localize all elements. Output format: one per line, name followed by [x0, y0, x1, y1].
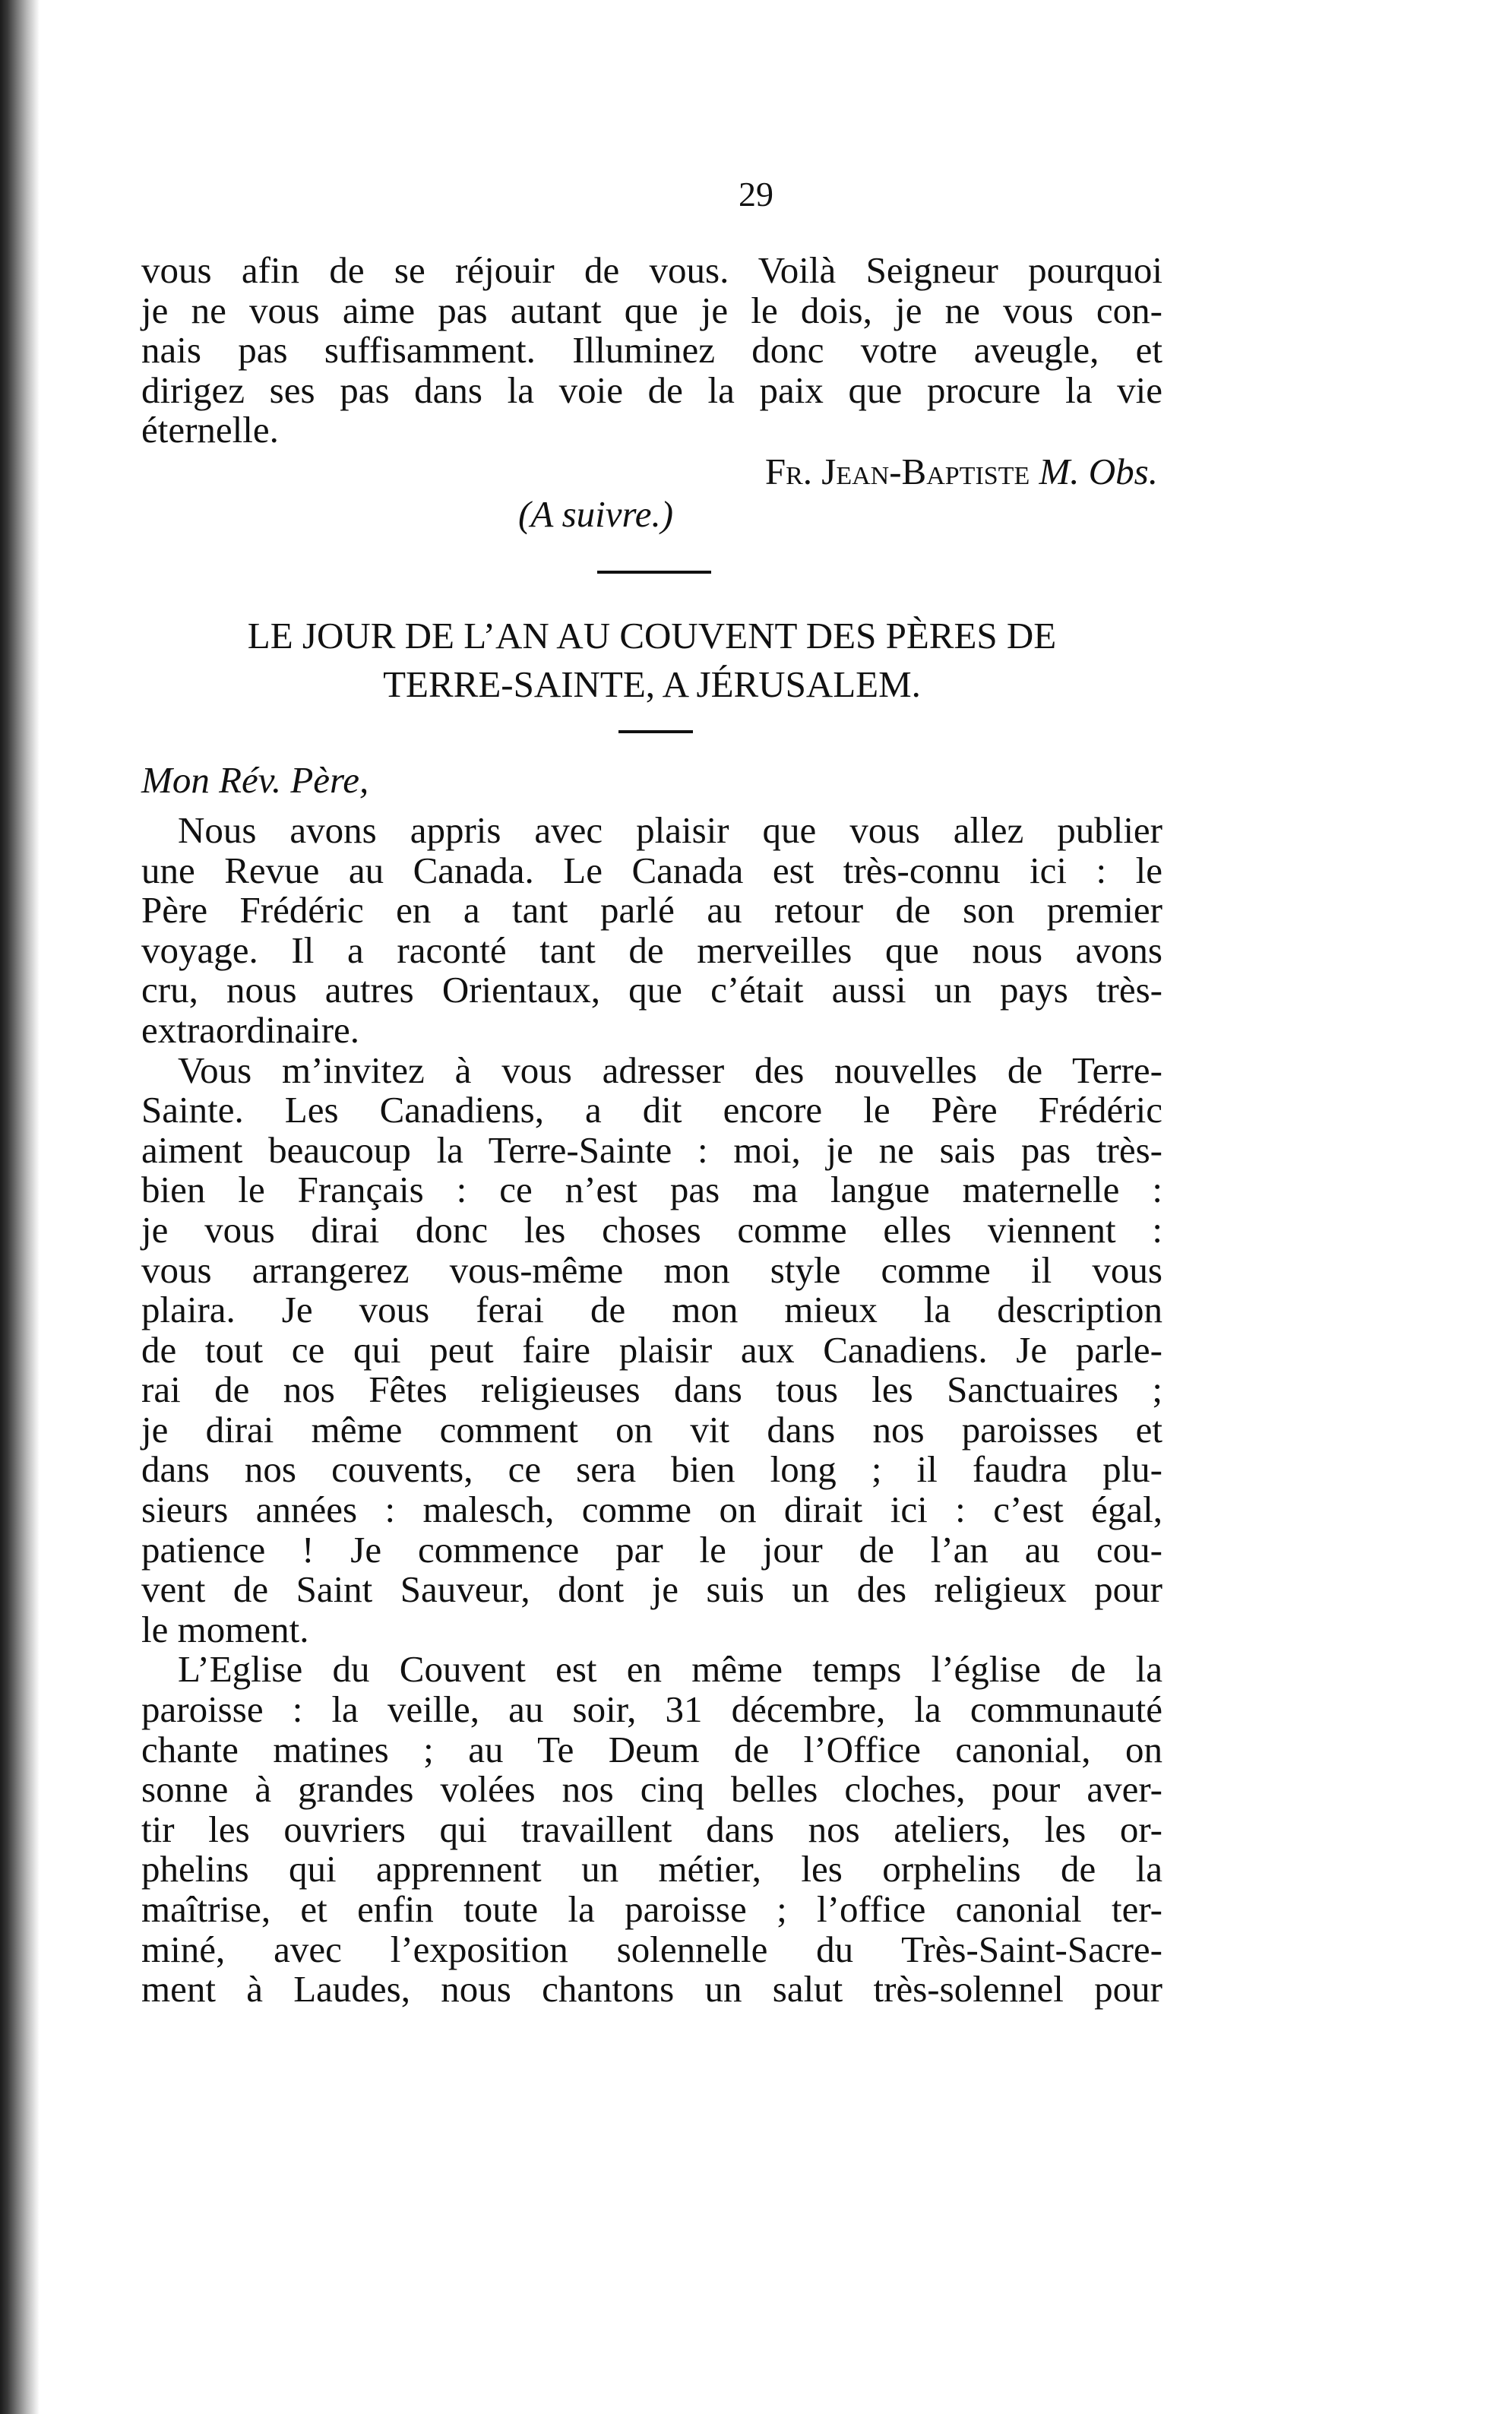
paragraph-line: dans nos couvents, ce sera bien long ; il faudra plu-: [141, 1448, 1162, 1491]
paragraph-line: je vous dirai donc les choses comme elles viennent :: [141, 1208, 1162, 1251]
continued-text-block: [141, 251, 1162, 451]
author-name: Fr. Jean-Baptiste: [764, 450, 1030, 492]
paragraph: [141, 1650, 1162, 2009]
continued-line: vous afin de se réjouir de vous. Voilà Seigneur pourquoi: [141, 249, 1162, 291]
paragraph-line: Père Frédéric en a tant parlé au retour de son premier: [141, 889, 1162, 932]
paragraph-line: paroisse : la veille, au soir, 31 décembre, la communauté: [141, 1688, 1162, 1731]
paragraph-line: je dirai même comment on vit dans nos paroisses et: [141, 1408, 1162, 1451]
section-divider-rule: [597, 571, 711, 574]
article-title: [141, 612, 1162, 709]
continued-line: nais pas suffisamment. Illuminez donc votre aveugle, et: [141, 329, 1162, 372]
paragraph-line: ment à Laudes, nous chantons un salut très-solennel pour: [141, 1968, 1162, 2011]
paragraph-line: Sainte. Les Canadiens, a dit encore le Père Frédéric: [141, 1089, 1162, 1131]
article-title-line: TERRE-SAINTE, A JÉRUSALEM.: [383, 663, 921, 705]
paragraph-line: vous arrangerez vous-même mon style comme il vous: [141, 1248, 1162, 1291]
title-divider-rule: [618, 730, 693, 733]
paragraph-line: de tout ce qui peut faire plaisir aux Canadiens. Je parle-: [141, 1328, 1162, 1371]
continued-line: dirigez ses pas dans la voie de la paix que procure la vie: [141, 369, 1162, 411]
paragraph-line: aiment beaucoup la Terre-Sainte : moi, je ne sais pas très-: [141, 1128, 1162, 1171]
paragraph-line: une Revue au Canada. Le Canada est très-connu ici : le: [141, 849, 1162, 891]
letter-greeting: Mon Rév. Père,: [141, 758, 369, 801]
paragraph-line: extraordinaire.: [141, 1008, 360, 1051]
paragraph-line: chante matines ; au Te Deum de l’Office canonial, on: [141, 1728, 1162, 1770]
paragraph-line: sieurs années : malesch, comme on dirait ici : c’est égal,: [141, 1489, 1162, 1531]
to-be-continued-note: (A suivre.): [518, 492, 674, 535]
paragraph-line: voyage. Il a raconté tant de merveilles que nous avons: [141, 929, 1162, 971]
paragraph-line: Nous avons appris avec plaisir que vous allez publier: [178, 808, 1162, 851]
letter-body: [141, 808, 1162, 2011]
paragraph-line: sonne à grandes volées nos cinq belles cloches, pour aver-: [141, 1768, 1162, 1811]
continued-line: éternelle.: [141, 409, 279, 451]
article-title-line: LE JOUR DE L’AN AU COUVENT DES PÈRES DE: [247, 614, 1057, 656]
paragraph-line: L’Eglise du Couvent est en même temps l’église de la: [178, 1648, 1162, 1691]
continued-line: je ne vous aime pas autant que je le dois, je ne vous con-: [141, 289, 1162, 331]
paragraph-line: maîtrise, et enfin toute la paroisse ; l’office canonial ter-: [141, 1888, 1162, 1930]
paragraph: [141, 1051, 1162, 1650]
paragraph-line: cru, nous autres Orientaux, que c’était aussi un pays très-: [141, 969, 1162, 1011]
author-order: M. Obs.: [1039, 450, 1158, 492]
paragraph-line: rai de nos Fêtes religieuses dans tous les Sanctuaires ;: [141, 1368, 1162, 1411]
page-number: 29: [739, 175, 773, 214]
paragraph-line: vent de Saint Sauveur, dont je suis un des religieux pour: [141, 1568, 1162, 1611]
paragraph-line: patience ! Je commence par le jour de l’an au cou-: [141, 1528, 1162, 1571]
paragraph-line: tir les ouvriers qui travaillent dans nos ateliers, les or-: [141, 1808, 1162, 1850]
page-text-column: [141, 251, 1162, 2010]
paragraph-line: miné, avec l’exposition solennelle du Très-Saint-Sacre-: [141, 1928, 1162, 1970]
author-signature: [141, 451, 1162, 493]
paragraph-line: phelins qui apprennent un métier, les orphelins de la: [141, 1848, 1162, 1890]
paragraph: [141, 808, 1162, 1051]
paragraph-line: Vous m’invitez à vous adresser des nouvelles de Terre-: [178, 1049, 1162, 1091]
paragraph-line: bien le Français : ce n’est pas ma langue maternelle :: [141, 1169, 1162, 1211]
paragraph-line: plaira. Je vous ferai de mon mieux la description: [141, 1289, 1162, 1331]
paragraph-line: le moment.: [141, 1608, 309, 1650]
scanned-binding-edge: [0, 0, 40, 2414]
